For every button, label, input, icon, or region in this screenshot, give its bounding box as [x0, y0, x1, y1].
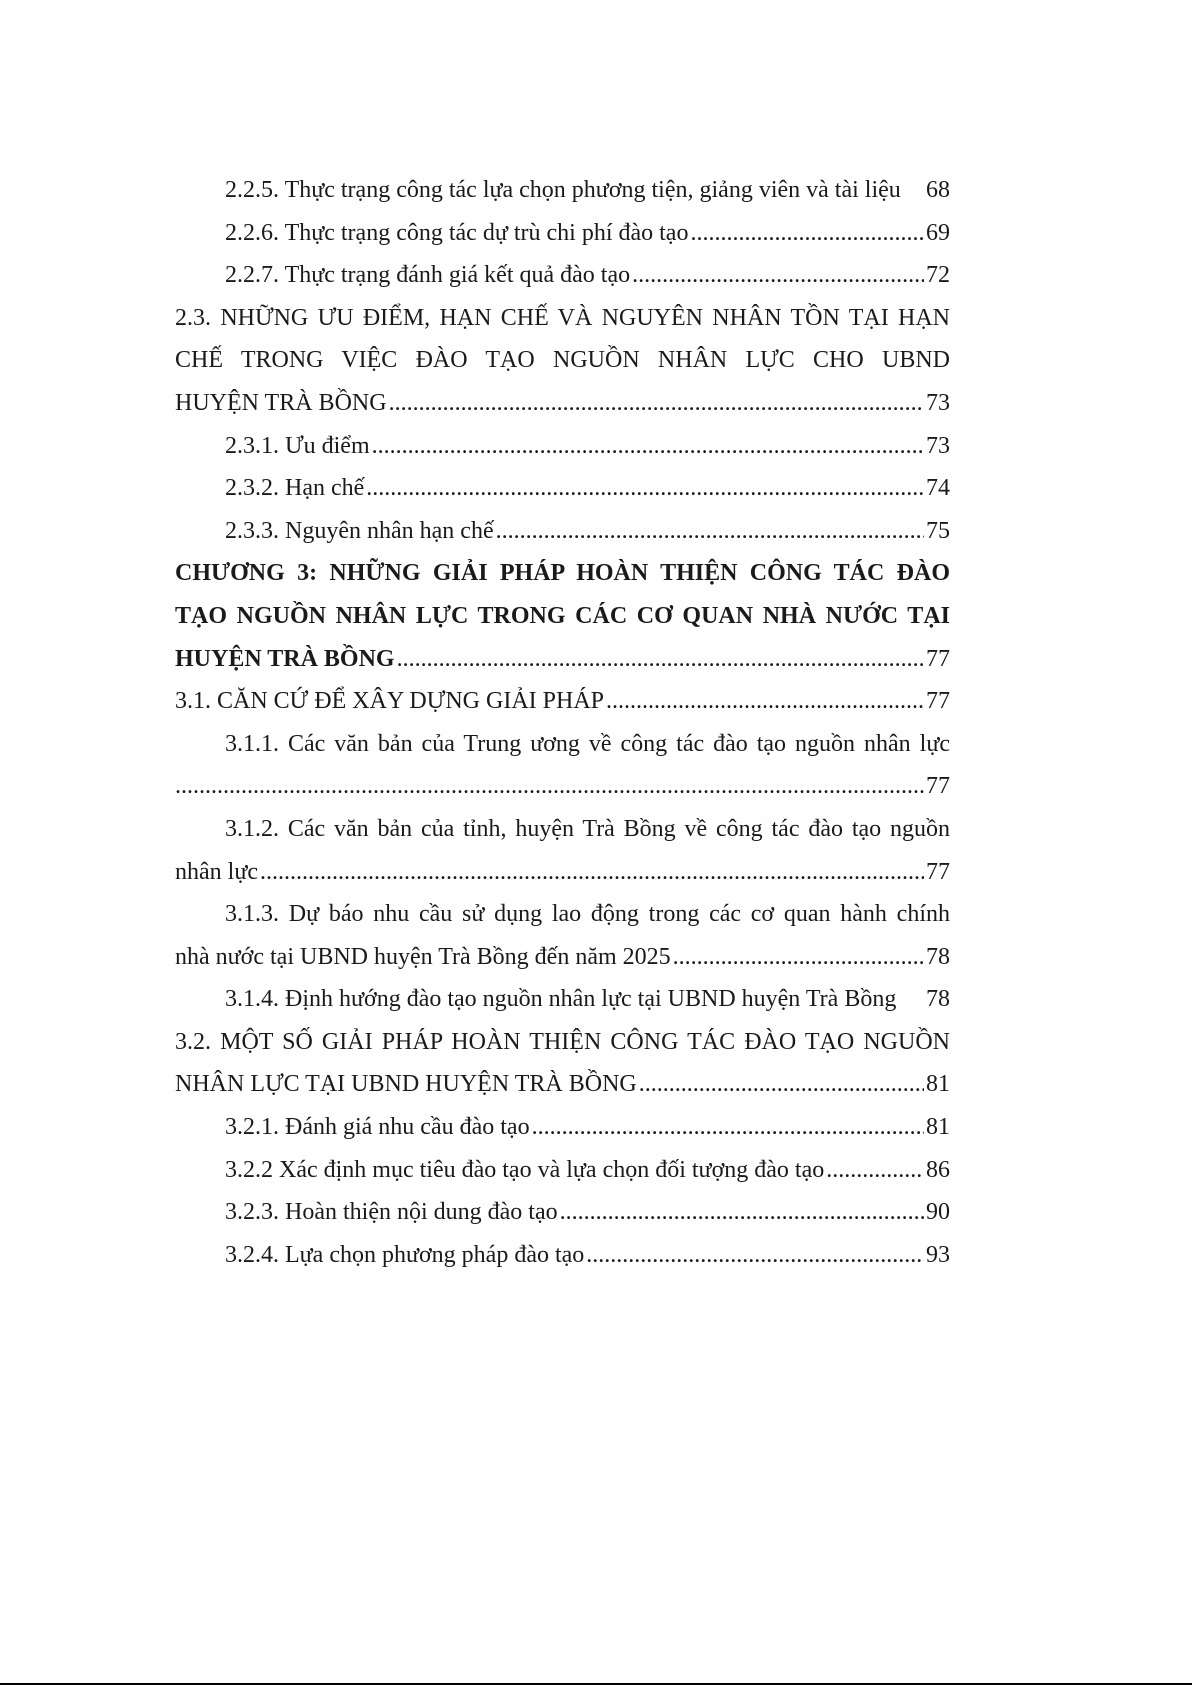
toc-entry-3-2-3 — [175, 1191, 950, 1234]
toc-entry-text: 3.1.4. Định hướng đào tạo nguồn nhân lực tại UBND huyện Trà Bồng — [225, 986, 897, 1013]
toc-dot-leader — [560, 1191, 924, 1234]
table-of-contents — [175, 169, 950, 1276]
toc-entry-3-2-4 — [175, 1234, 950, 1277]
toc-entry-2-2-5 — [175, 169, 950, 212]
toc-entry-2-2-6 — [175, 212, 950, 255]
toc-dot-leader — [532, 1106, 924, 1149]
toc-entry-line: 3.1.3. Dự báo nhu cầu sử dụng lao động trong các cơ quan hành chính — [225, 901, 950, 928]
toc-entry-3-2-1 — [175, 1106, 950, 1149]
toc-entry-3-1-1 — [175, 723, 950, 808]
toc-entry-text: 2.2.7. Thực trạng đánh giá kết quả đào tạo — [225, 262, 631, 289]
toc-entry-3-1-3 — [175, 893, 950, 978]
toc-entry-text: 3.2.4. Lựa chọn phương pháp đào tạo — [225, 1241, 585, 1268]
toc-entry-text: 2.3.1. Ưu điểm — [225, 432, 370, 459]
toc-entry-text: 3.2.1. Đánh giá nhu cầu đào tạo — [225, 1114, 530, 1141]
toc-entry-2-3-1 — [175, 425, 950, 468]
toc-entry-text: 2.3.2. Hạn chế — [225, 475, 365, 502]
toc-entry-2-3-3 — [175, 510, 950, 553]
toc-entry-line: 3.2. MỘT SỐ GIẢI PHÁP HOÀN THIỆN CÔNG TÁC ĐÀO TẠO NGUỒN — [175, 1028, 950, 1055]
toc-entry-page: 77 — [926, 773, 950, 800]
toc-entry-page: 75 — [926, 517, 950, 544]
toc-entry-page: 81 — [926, 1071, 950, 1098]
toc-entry-page: 86 — [926, 1156, 950, 1183]
toc-entry-line: 2.3. NHỮNG ƯU ĐIỂM, HẠN CHẾ VÀ NGUYÊN NHÂN TỒN TẠI HẠN — [175, 304, 950, 331]
toc-entry-chapter-3 — [175, 552, 950, 680]
toc-dot-leader — [586, 1234, 924, 1277]
toc-entry-text: nhân lực — [175, 858, 258, 885]
toc-dot-leader — [397, 638, 924, 681]
toc-entry-line: TẠO NGUỒN NHÂN LỰC TRONG CÁC CƠ QUAN NHÀ NƯỚC TẠI — [175, 602, 950, 629]
toc-entry-page: 73 — [926, 432, 950, 459]
toc-dot-leader — [632, 254, 924, 297]
toc-entry-3-2-2 — [175, 1149, 950, 1192]
toc-entry-page: 81 — [926, 1114, 950, 1141]
toc-entry-line: 3.1.1. Các văn bản của Trung ương về công tác đào tạo nguồn nhân lực — [225, 730, 950, 757]
toc-entry-page: 77 — [926, 645, 950, 672]
toc-dot-leader — [366, 467, 924, 510]
toc-entry-page: 77 — [926, 688, 950, 715]
toc-entry-text: HUYỆN TRÀ BỒNG — [175, 645, 395, 672]
toc-dot-leader — [175, 765, 924, 808]
toc-entry-text: 3.2.2 Xác định mục tiêu đào tạo và lựa chọn đối tượng đào tạo — [225, 1156, 825, 1183]
toc-entry-text: 2.2.6. Thực trạng công tác dự trù chi phí đào tạo — [225, 219, 689, 246]
toc-entry-text: HUYỆN TRÀ BỒNG — [175, 389, 387, 416]
toc-entry-2-3 — [175, 297, 950, 425]
toc-entry-text: 3.1. CĂN CỨ ĐỂ XÂY DỰNG GIẢI PHÁP — [175, 688, 605, 715]
toc-dot-leader — [673, 936, 924, 979]
toc-entry-3-2 — [175, 1021, 950, 1106]
toc-entry-3-1-4 — [175, 978, 950, 1021]
toc-entry-3-1-2 — [175, 808, 950, 893]
toc-entry-text: nhà nước tại UBND huyện Trà Bồng đến năm 2025 — [175, 943, 671, 970]
toc-dot-leader — [260, 851, 924, 894]
toc-entry-2-2-7 — [175, 254, 950, 297]
toc-dot-leader — [639, 1063, 924, 1106]
toc-dot-leader — [606, 680, 924, 723]
toc-entry-2-3-2 — [175, 467, 950, 510]
toc-entry-page: 90 — [926, 1199, 950, 1226]
toc-entry-text: NHÂN LỰC TẠI UBND HUYỆN TRÀ BỒNG — [175, 1071, 637, 1098]
toc-entry-page: 69 — [926, 219, 950, 246]
toc-entry-text: 2.2.5. Thực trạng công tác lựa chọn phương tiện, giảng viên và tài liệu — [225, 177, 901, 203]
toc-entry-line: CHƯƠNG 3: NHỮNG GIẢI PHÁP HOÀN THIỆN CÔNG TÁC ĐÀO — [175, 560, 950, 587]
toc-entry-text: 3.2.3. Hoàn thiện nội dung đào tạo — [225, 1199, 558, 1226]
toc-entry-page: 93 — [926, 1241, 950, 1268]
toc-dot-leader — [690, 212, 924, 255]
toc-entry-line: 3.1.2. Các văn bản của tỉnh, huyện Trà Bồng về công tác đào tạo nguồn — [225, 815, 950, 842]
toc-entry-page: 77 — [926, 858, 950, 885]
toc-entry-3-1 — [175, 680, 950, 723]
toc-dot-leader — [372, 425, 924, 468]
toc-dot-leader — [826, 1149, 924, 1192]
toc-entry-page: 68 — [926, 177, 950, 203]
toc-entry-page: 78 — [926, 986, 950, 1013]
toc-dot-leader — [496, 510, 924, 553]
toc-entry-text: 2.3.3. Nguyên nhân hạn chế — [225, 517, 494, 544]
toc-entry-page: 78 — [926, 943, 950, 970]
toc-entry-page: 72 — [926, 262, 950, 289]
toc-entry-page: 73 — [926, 389, 950, 416]
toc-entry-page: 74 — [926, 475, 950, 502]
toc-entry-line: CHẾ TRONG VIỆC ĐÀO TẠO NGUỒN NHÂN LỰC CHO UBND — [175, 347, 950, 374]
toc-dot-leader — [389, 382, 924, 425]
